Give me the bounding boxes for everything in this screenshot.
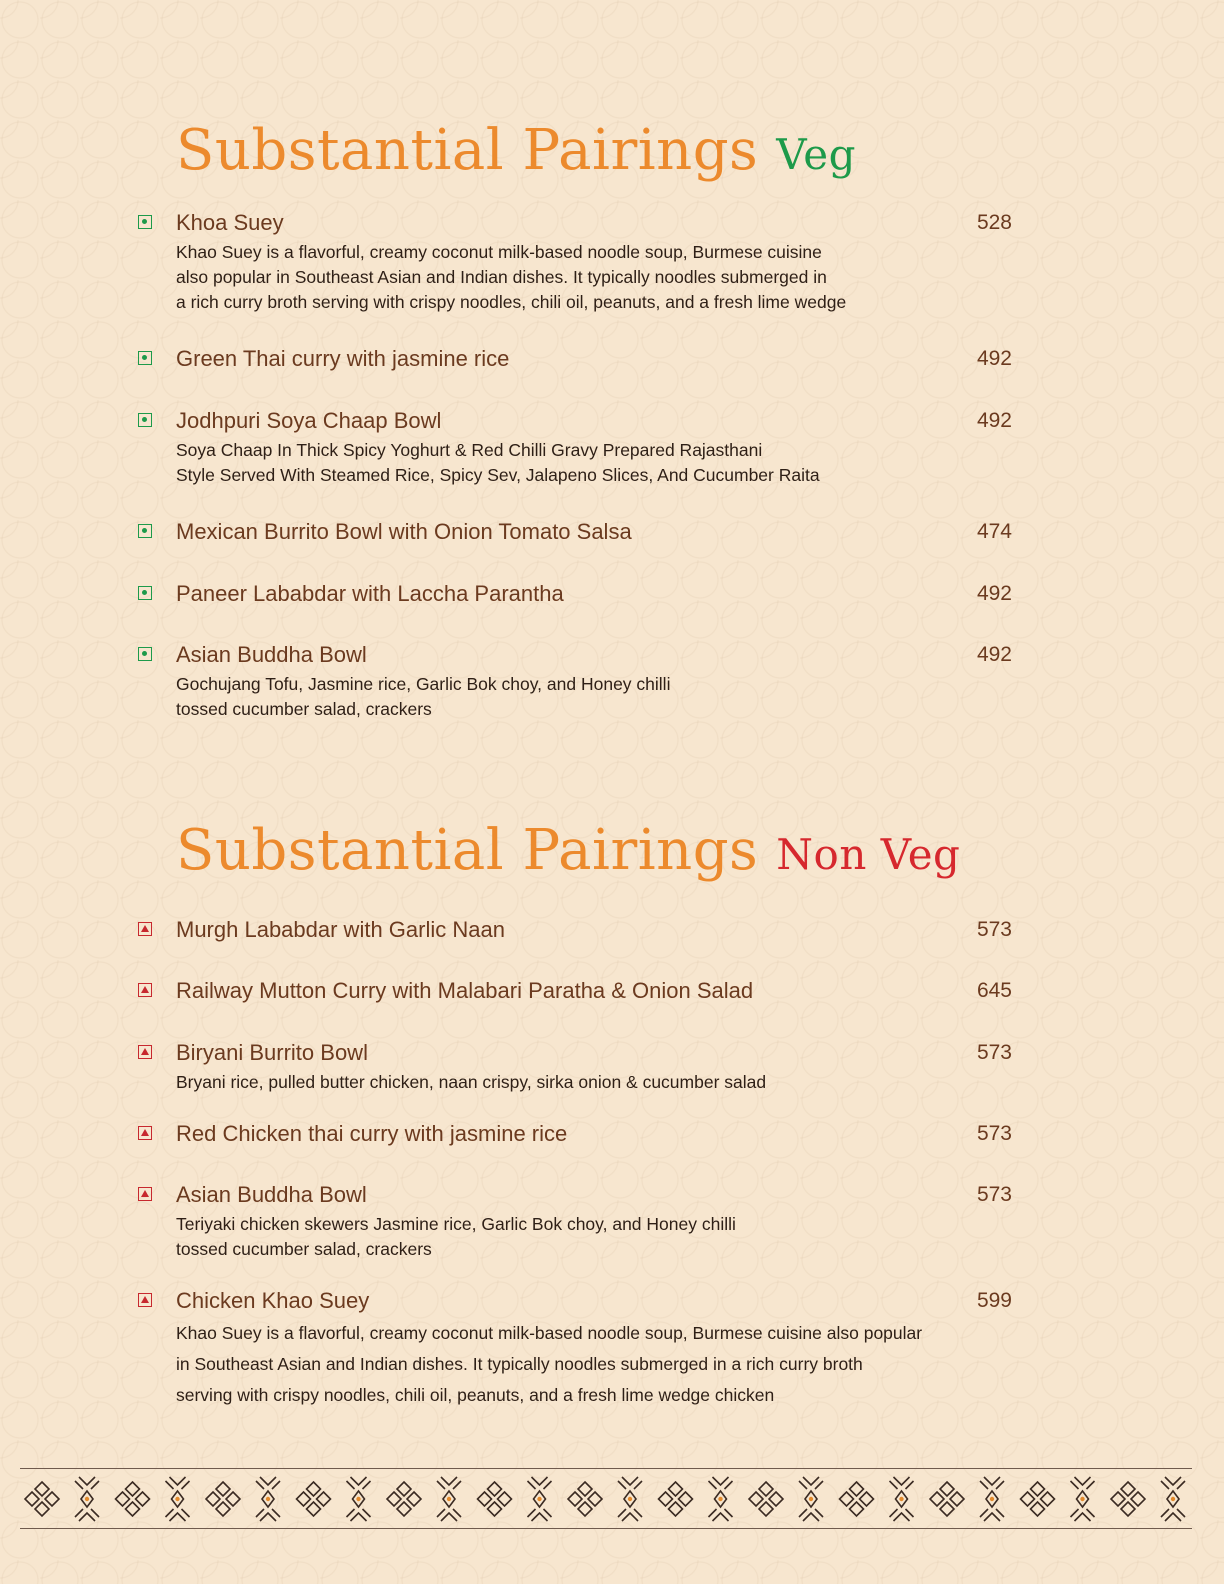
non-veg-indicator-icon <box>138 1045 152 1059</box>
diamond-motif-icon <box>749 1492 763 1506</box>
diamond-motif-icon <box>679 1492 693 1506</box>
menu-item-price: 492 <box>976 643 1012 666</box>
diamond-motif-icon <box>930 1492 944 1506</box>
tribal-pattern-border <box>20 1468 1192 1530</box>
diamond-motif-icon <box>216 1502 230 1516</box>
motif-center-dot <box>809 1497 813 1501</box>
veg-section-title <box>176 118 856 183</box>
diamond-motif-icon <box>488 1482 502 1496</box>
non-veg-indicator-icon <box>138 1187 152 1201</box>
diamond-motif-icon <box>1041 1492 1055 1506</box>
diamond-motif-icon <box>659 1492 673 1506</box>
diamond-motif-icon <box>216 1482 230 1496</box>
diamond-motif-icon <box>488 1502 502 1516</box>
diamond-motif-icon <box>126 1482 140 1496</box>
motif-center-dot <box>899 1497 903 1501</box>
menu-item-description: Teriyaki chicken skewers Jasmine rice, Garlic Bok choy, and Honey chilli tossed cucumber salad, crackers <box>176 1214 736 1259</box>
diamond-motif-icon <box>297 1492 311 1506</box>
menu-item-name: Biryani Burrito Bowl <box>176 1040 368 1065</box>
motif-center-dot <box>1171 1497 1175 1501</box>
veg-indicator-icon <box>138 586 152 600</box>
menu-item-name: Asian Buddha Bowl <box>176 1182 367 1207</box>
diamond-motif-icon <box>317 1492 331 1506</box>
diamond-motif-icon <box>1121 1502 1135 1516</box>
motif-center-dot <box>628 1497 632 1501</box>
menu-item-name: Asian Buddha Bowl <box>176 642 367 667</box>
menu-item-name: Green Thai curry with jasmine rice <box>176 346 510 371</box>
diamond-motif-icon <box>45 1492 59 1506</box>
menu-item-price: 492 <box>976 347 1012 370</box>
menu-item-name: Khoa Suey <box>176 210 284 235</box>
diamond-motif-icon <box>1031 1502 1045 1516</box>
motif-center-dot <box>356 1497 360 1501</box>
motif-center-dot <box>537 1497 541 1501</box>
diamond-motif-icon <box>840 1492 854 1506</box>
non-veg-indicator-icon <box>138 922 152 936</box>
diamond-motif-icon <box>387 1492 401 1506</box>
non-veg-indicator-icon <box>138 983 152 997</box>
diamond-motif-icon <box>769 1492 783 1506</box>
diamond-motif-icon <box>498 1492 512 1506</box>
diamond-motif-icon <box>588 1492 602 1506</box>
nonveg-section-title-text: Substantial Pairings <box>176 818 759 883</box>
motif-center-dot <box>990 1497 994 1501</box>
diamond-motif-icon <box>1031 1482 1045 1496</box>
menu-item-name: Chicken Khao Suey <box>176 1288 370 1313</box>
menu-item-price: 573 <box>976 1183 1012 1206</box>
menu-item-description: Khao Suey is a flavorful, creamy coconut milk-based noodle soup, Burmese cuisine also popular in Southeast Asian and Indian dishes. It typically noodles submerged in a rich curry broth serving with crispy noodles, chili oil, peanuts, and a fresh lime wedge <box>176 242 847 312</box>
diamond-motif-icon <box>116 1492 130 1506</box>
diamond-motif-icon <box>126 1502 140 1516</box>
diamond-motif-icon <box>669 1482 683 1496</box>
diamond-motif-icon <box>940 1502 954 1516</box>
motif-center-dot <box>266 1497 270 1501</box>
diamond-motif-icon <box>669 1502 683 1516</box>
diamond-motif-icon <box>397 1482 411 1496</box>
diamond-motif-icon <box>1021 1492 1035 1506</box>
non-veg-indicator-icon <box>138 1293 152 1307</box>
motif-center-dot <box>175 1497 179 1501</box>
veg-indicator-icon <box>138 215 152 229</box>
diamond-motif-icon <box>759 1482 773 1496</box>
diamond-motif-icon <box>1131 1492 1145 1506</box>
veg-indicator-icon <box>138 647 152 661</box>
veg-indicator-icon <box>138 413 152 427</box>
menu-item-price: 645 <box>976 979 1012 1002</box>
diamond-motif-icon <box>136 1492 150 1506</box>
diamond-motif-icon <box>226 1492 240 1506</box>
nonveg-section-title <box>176 818 960 883</box>
veg-indicator-icon <box>138 351 152 365</box>
diamond-motif-icon <box>759 1502 773 1516</box>
menu-item-description: Bryani rice, pulled butter chicken, naan crispy, sirka onion & cucumber salad <box>176 1072 767 1092</box>
menu-item-name: Mexican Burrito Bowl with Onion Tomato Salsa <box>176 519 632 544</box>
menu-item-description: Gochujang Tofu, Jasmine rice, Garlic Bok choy, and Honey chilli tossed cucumber salad, crackers <box>176 674 671 719</box>
menu-item-description: Soya Chaap In Thick Spicy Yoghurt & Red Chilli Gravy Prepared Rajasthani Style Served With Steamed Rice, Spicy Sev, Jalapeno Slices, And Cucumber Raita <box>176 440 820 485</box>
menu-item-price: 573 <box>976 1041 1012 1064</box>
motif-center-dot <box>1080 1497 1084 1501</box>
menu-item-description: Khao Suey is a flavorful, creamy coconut milk-based noodle soup, Burmese cuisine also popular in Southeast Asian and Indian dishes. It typically noodles submerged in a rich curry broth serving with crispy noodles, chili oil, peanuts, and a fresh lime wedge chicken <box>176 1323 923 1405</box>
diamond-motif-icon <box>206 1492 220 1506</box>
veg-section-subtitle: Veg <box>776 130 856 179</box>
diamond-motif-icon <box>307 1502 321 1516</box>
diamond-motif-icon <box>578 1502 592 1516</box>
veg-section-title-text: Substantial Pairings <box>176 118 759 183</box>
diamond-motif-icon <box>25 1492 39 1506</box>
diamond-pattern-icon <box>20 1468 1192 1530</box>
diamond-motif-icon <box>1121 1482 1135 1496</box>
diamond-motif-icon <box>478 1492 492 1506</box>
menu-item-price: 474 <box>976 520 1012 543</box>
diamond-motif-icon <box>1111 1492 1125 1506</box>
menu-item-price: 573 <box>976 1122 1012 1145</box>
menu-item-name: Red Chicken thai curry with jasmine rice <box>176 1121 568 1146</box>
motif-center-dot <box>447 1497 451 1501</box>
diamond-motif-icon <box>568 1492 582 1506</box>
menu-item-name: Railway Mutton Curry with Malabari Paratha & Onion Salad <box>176 978 754 1003</box>
diamond-motif-icon <box>397 1502 411 1516</box>
nonveg-section-subtitle: Non Veg <box>776 830 961 879</box>
veg-indicator-icon <box>138 524 152 538</box>
non-veg-indicator-icon <box>138 1126 152 1140</box>
diamond-motif-icon <box>850 1502 864 1516</box>
diamond-motif-icon <box>35 1502 49 1516</box>
diamond-motif-icon <box>307 1482 321 1496</box>
motif-center-dot <box>718 1497 722 1501</box>
menu-item-name: Murgh Lababdar with Garlic Naan <box>176 917 505 942</box>
diamond-motif-icon <box>850 1482 864 1496</box>
border-bottom-line <box>20 1528 1192 1529</box>
menu-item-price: 492 <box>976 582 1012 605</box>
menu-item-name: Paneer Lababdar with Laccha Parantha <box>176 581 564 606</box>
motif-center-dot <box>85 1497 89 1501</box>
diamond-motif-icon <box>35 1482 49 1496</box>
diamond-motif-icon <box>407 1492 421 1506</box>
menu-item-name: Jodhpuri Soya Chaap Bowl <box>176 408 442 433</box>
menu-item-price: 528 <box>976 211 1012 234</box>
diamond-motif-icon <box>578 1482 592 1496</box>
menu-item-price: 573 <box>976 918 1012 941</box>
menu-item-price: 492 <box>976 409 1012 432</box>
diamond-motif-icon <box>950 1492 964 1506</box>
menu-item-price: 599 <box>976 1289 1012 1312</box>
diamond-motif-icon <box>940 1482 954 1496</box>
diamond-motif-icon <box>860 1492 874 1506</box>
